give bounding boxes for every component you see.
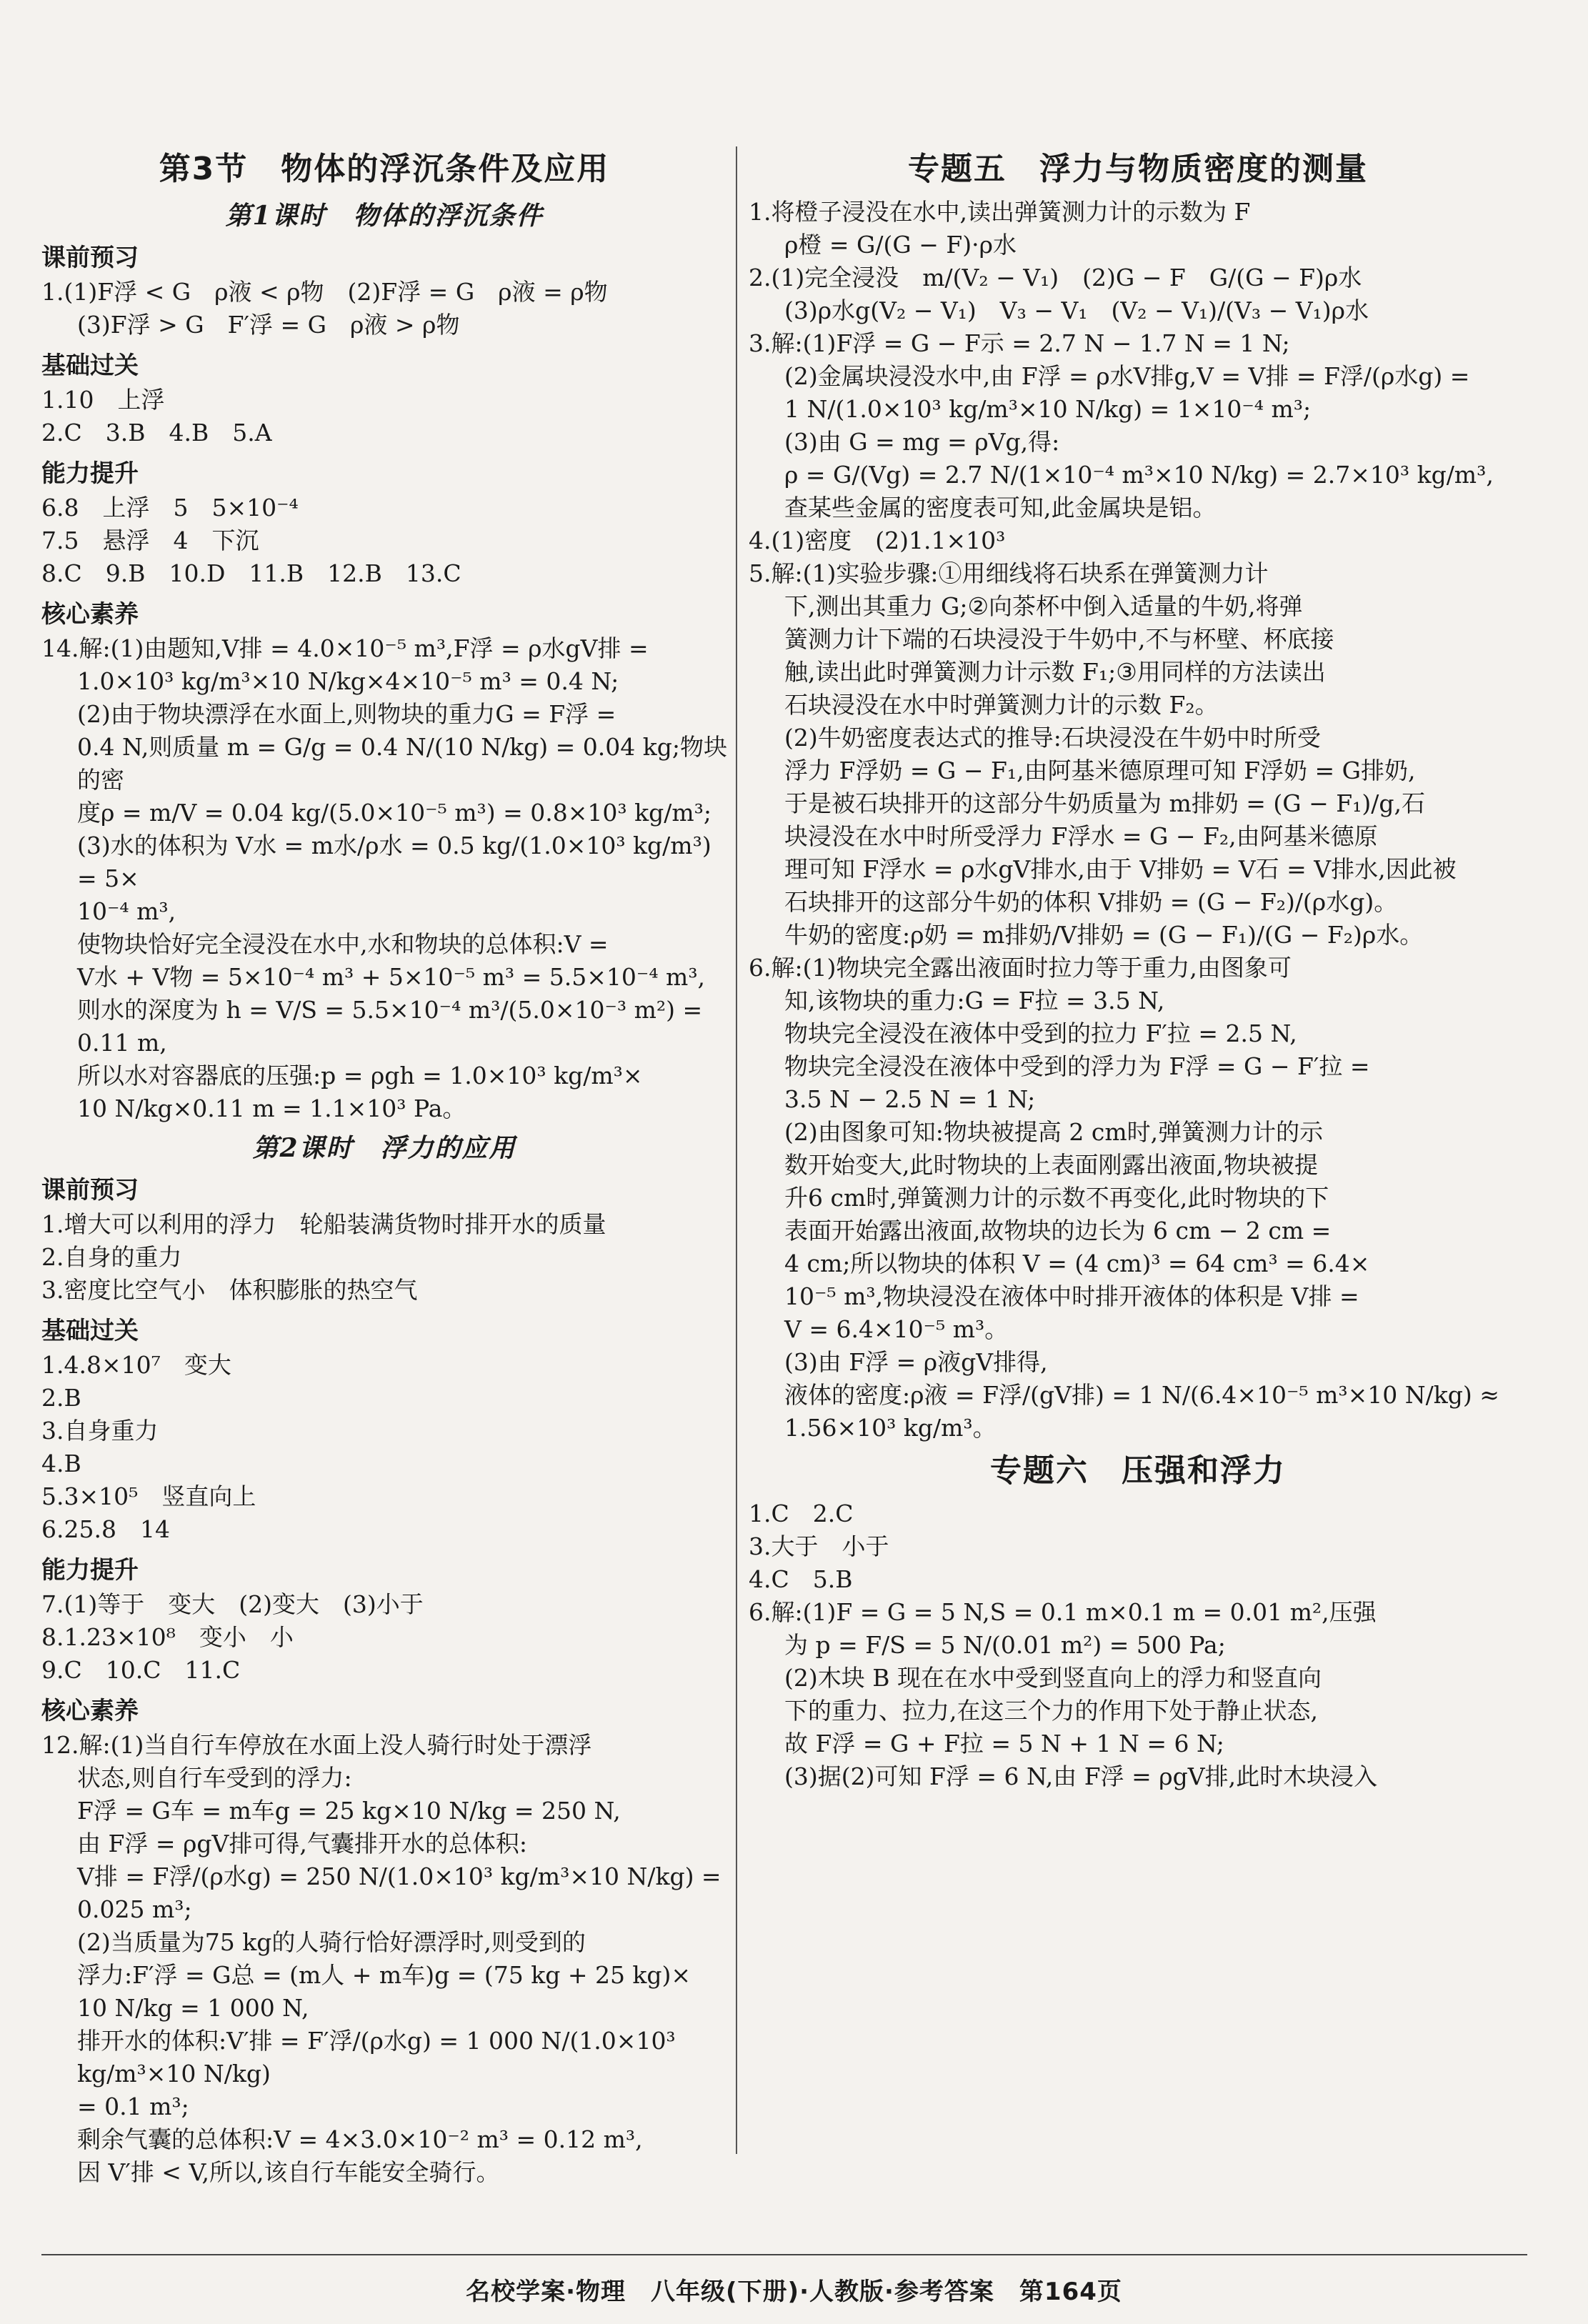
answer-line: 3.自身重力 [41, 1417, 159, 1445]
answer-line: 使物块恰好完全浸没在水中,水和物块的总体积:V = [77, 930, 609, 958]
answer-line: 4.(1)密度 (2)1.1×10³ [749, 527, 1006, 554]
answer-line: 触,读出此时弹簧测力计示数 F₁;③用同样的方法读出 [784, 658, 1326, 686]
answer-line: 于是被石块排开的这部分牛奶质量为 m排奶 = (G − F₁)/g,石 [784, 789, 1426, 817]
left-column [41, 143, 727, 2189]
answer-line: 牛奶的密度:ρ奶 = m排奶/V排奶 = (G − F₁)/(G − F₂)ρ水。 [784, 921, 1424, 949]
answer-line: 7.5 悬浮 4 下沉 [41, 527, 259, 554]
answer-line: 理可知 F浮水 = ρ水gV排水,由于 V排奶 = V石 = V排水,因此被 [784, 855, 1457, 883]
answer-line: ρ = G/(Vg) = 2.7 N/(1×10⁻⁴ m³×10 N/kg) = 2.7×10³ kg/m³, [784, 461, 1494, 489]
answer-line: F浮 = G车 = m车g = 25 kg×10 N/kg = 250 N, [77, 1797, 621, 1825]
answer-line: 3.5 N − 2.5 N = 1 N; [784, 1085, 1036, 1113]
subsection-heading: 基础过关 [41, 1317, 139, 1345]
right-column [749, 143, 1527, 1793]
answer-line: 浮力:F′浮 = G总 = (m人 + m车)g = (75 kg + 25 kg)× [77, 1961, 691, 1989]
answer-line: 5.3×10⁵ 竖直向上 [41, 1482, 256, 1510]
answer-line: 6.解:(1)物块完全露出液面时拉力等于重力,由图象可 [749, 954, 1292, 982]
answer-line: 3.解:(1)F浮 = G − F示 = 2.7 N − 1.7 N = 1 N; [749, 329, 1290, 357]
answer-line: (2)由于物块漂浮在水面上,则物块的重力G = F浮 = [77, 700, 616, 728]
page-footer: 名校学案·物理 八年级(下册)·人教版·参考答案 第164页 [466, 2278, 1122, 2306]
answer-line: 则水的深度为 h = V/S = 5.5×10⁻⁴ m³/(5.0×10⁻³ m²) = 0.11 m, [77, 996, 710, 1057]
answer-line: = 0.1 m³; [77, 2093, 189, 2120]
answer-line: 石块排开的这部分牛奶的体积 V排奶 = (G − F₂)/(ρ水g)。 [784, 888, 1398, 916]
footer-rule [41, 2254, 1527, 2255]
answer-line: 3.大于 小于 [749, 1532, 889, 1560]
answer-line: ρ橙 = G/(G − F)·ρ水 [784, 231, 1017, 259]
answer-line: 2.B [41, 1384, 81, 1412]
answer-line: 浮力 F浮奶 = G − F₁,由阿基米德原理可知 F浮奶 = G排奶, [784, 757, 1416, 784]
answer-line: 为 p = F/S = 5 N/(0.01 m²) = 500 Pa; [784, 1631, 1226, 1659]
answer-line: 查某些金属的密度表可知,此金属块是铝。 [784, 494, 1217, 522]
answer-line: 1.56×10³ kg/m³。 [784, 1414, 997, 1442]
answer-line: (3)由 F浮 = ρ液gV排得, [784, 1348, 1048, 1376]
answer-line: 10⁻⁴ m³, [77, 897, 176, 925]
answer-line: V水 + V物 = 5×10⁻⁴ m³ + 5×10⁻⁵ m³ = 5.5×10⁻⁴ m³, [77, 963, 706, 991]
answer-line: 块浸没在水中时所受浮力 F浮水 = G − F₂,由阿基米德原 [784, 822, 1378, 850]
subsection-heading: 基础过关 [41, 351, 139, 380]
answer-line: (2)金属块浸没水中,由 F浮 = ρ水V排g,V = V排 = F浮/(ρ水g) = [784, 362, 1470, 390]
answer-line: 8.C 9.B 10.D 11.B 12.B 13.C [41, 559, 461, 587]
answer-line: (3)由 G = mg = ρVg,得: [784, 428, 1060, 456]
section-title: 第3节 物体的浮沉条件及应用 [159, 151, 610, 187]
answer-line: 所以水对容器底的压强:p = ρgh = 1.0×10³ kg/m³× [77, 1062, 643, 1089]
answer-line: V排 = F浮/(ρ水g) = 250 N/(1.0×10³ kg/m³×10 N/kg) = 0.025 m³; [77, 1862, 729, 1923]
answer-line: 2.自身的重力 [41, 1243, 182, 1271]
answer-line: 4.B [41, 1450, 81, 1477]
answer-line: (2)木块 B 现在在水中受到竖直向上的浮力和竖直向 [784, 1664, 1322, 1692]
answer-line: (3)水的体积为 V水 = m水/ρ水 = 0.5 kg/(1.0×10³ kg/m³) = 5× [77, 832, 719, 892]
answer-line: 1.将橙子浸没在水中,读出弹簧测力计的示数为 F [749, 198, 1251, 226]
answer-line: 4 cm;所以物块的体积 V = (4 cm)³ = 64 cm³ = 6.4× [784, 1250, 1370, 1277]
answer-line: 6.25.8 14 [41, 1515, 170, 1543]
answer-line: 知,该物块的重力:G = F拉 = 3.5 N, [784, 987, 1165, 1014]
answer-line: 故 F浮 = G + F拉 = 5 N + 1 N = 6 N; [784, 1730, 1224, 1757]
answer-line: 1.C 2.C [749, 1500, 854, 1527]
answer-line: 1.增大可以利用的浮力 轮船装满货物时排开水的质量 [41, 1210, 606, 1238]
subsection-heading: 能力提升 [41, 459, 139, 488]
lesson-title: 第2课时 浮力的应用 [252, 1133, 516, 1163]
answer-line: 6.8 上浮 5 5×10⁻⁴ [41, 494, 299, 522]
answer-line: (3)F浮 > G F′浮 = G ρ液 > ρ物 [77, 311, 460, 339]
answer-line: 因 V′排 < V,所以,该自行车能安全骑行。 [77, 2158, 500, 2186]
answer-line: 6.解:(1)F = G = 5 N,S = 0.1 m×0.1 m = 0.01 m²,压强 [749, 1598, 1377, 1626]
answer-line: 2.(1)完全浸没 m/(V₂ − V₁) (2)G − F G/(G − F)ρ水 [749, 264, 1362, 291]
subsection-heading: 核心素养 [41, 600, 139, 629]
answer-line: 簧测力计下端的石块浸没于牛奶中,不与杯壁、杯底接 [784, 625, 1334, 653]
lesson-title: 第1课时 物体的浮沉条件 [225, 201, 544, 231]
answer-line: 9.C 10.C 11.C [41, 1656, 241, 1684]
subsection-heading: 课前预习 [41, 244, 139, 272]
answer-line: V = 6.4×10⁻⁵ m³。 [784, 1315, 1009, 1343]
answer-line: 10⁻⁵ m³,物块浸没在液体中时排开液体的体积是 V排 = [784, 1282, 1359, 1310]
topic-title: 专题五 浮力与物质密度的测量 [908, 151, 1368, 187]
answer-line: 液体的密度:ρ液 = F浮/(gV排) = 1 N/(6.4×10⁻⁵ m³×10 N/kg) ≈ [784, 1381, 1499, 1409]
answer-line: 排开水的体积:V′排 = F′浮/(ρ水g) = 1 000 N/(1.0×10³ kg/m³×10 N/kg) [77, 2027, 684, 2088]
answer-line: (3)ρ水g(V₂ − V₁) V₃ − V₁ (V₂ − V₁)/(V₃ − V₁)ρ水 [784, 296, 1369, 324]
answer-line: 10 N/kg×0.11 m = 1.1×10³ Pa。 [77, 1094, 466, 1122]
answer-line: 1.10 上浮 [41, 386, 165, 414]
answer-line: 3.密度比空气小 体积膨胀的热空气 [41, 1276, 418, 1304]
answer-line: 数开始变大,此时物块的上表面刚露出液面,物块被提 [784, 1151, 1318, 1179]
answer-line: (2)牛奶密度表达式的推导:石块浸没在牛奶中时所受 [784, 724, 1321, 752]
answer-line: 由 F浮 = ρgV排可得,气囊排开水的总体积: [77, 1830, 527, 1857]
answer-line: (2)当质量为75 kg的人骑行恰好漂浮时,则受到的 [77, 1928, 586, 1956]
answer-line: 12.解:(1)当自行车停放在水面上没人骑行时处于漂浮 [41, 1731, 592, 1759]
answer-line: (3)据(2)可知 F浮 = 6 N,由 F浮 = ρgV排,此时木块浸入 [784, 1762, 1378, 1790]
answer-line: 10 N/kg = 1 000 N, [77, 1994, 309, 2022]
answer-line: 表面开始露出液面,故物块的边长为 6 cm − 2 cm = [784, 1217, 1332, 1245]
subsection-heading: 课前预习 [41, 1176, 139, 1205]
answer-line: 度ρ = m/V = 0.04 kg/(5.0×10⁻⁵ m³) = 0.8×10³ kg/m³; [77, 799, 711, 827]
subsection-heading: 能力提升 [41, 1556, 139, 1585]
answer-line: 1.(1)F浮 < G ρ液 < ρ物 (2)F浮 = G ρ液 = ρ物 [41, 278, 608, 306]
subsection-heading: 核心素养 [41, 1697, 139, 1725]
answer-line: 4.C 5.B [749, 1565, 853, 1593]
answer-line: 下,测出其重力 G;②向茶杯中倒入适量的牛奶,将弹 [784, 592, 1303, 620]
answer-line: 1.4.8×10⁷ 变大 [41, 1351, 231, 1379]
answer-line: 1.0×10³ kg/m³×10 N/kg×4×10⁻⁵ m³ = 0.4 N; [77, 667, 619, 695]
answer-line: 14.解:(1)由题知,V排 = 4.0×10⁻⁵ m³,F浮 = ρ水gV排 = [41, 634, 649, 662]
answer-line: (2)由图象可知:物块被提高 2 cm时,弹簧测力计的示 [784, 1118, 1324, 1146]
column-divider [736, 146, 737, 2154]
answer-line: 7.(1)等于 变大 (2)变大 (3)小于 [41, 1590, 424, 1618]
answer-line: 8.1.23×10⁸ 变小 小 [41, 1623, 294, 1651]
answer-line: 1 N/(1.0×10³ kg/m³×10 N/kg) = 1×10⁻⁴ m³; [784, 395, 1312, 423]
answer-line: 物块完全浸没在液体中受到的浮力为 F浮 = G − F′拉 = [784, 1052, 1370, 1080]
answer-line: 0.4 N,则质量 m = G/g = 0.4 N/(10 N/kg) = 0.04 kg;物块的密 [77, 733, 728, 794]
topic-title: 专题六 压强和浮力 [990, 1452, 1286, 1489]
answer-line: 剩余气囊的总体积:V = 4×3.0×10⁻² m³ = 0.12 m³, [77, 2125, 643, 2153]
answer-line: 下的重力、拉力,在这三个力的作用下处于静止状态, [784, 1697, 1318, 1725]
answer-line: 升6 cm时,弹簧测力计的示数不再变化,此时物块的下 [784, 1184, 1329, 1212]
answer-line: 5.解:(1)实验步骤:①用细线将石块系在弹簧测力计 [749, 559, 1269, 587]
answer-line: 2.C 3.B 4.B 5.A [41, 419, 272, 447]
answer-line: 状态,则自行车受到的浮力: [77, 1764, 352, 1792]
answer-line: 物块完全浸没在液体中受到的拉力 F′拉 = 2.5 N, [784, 1019, 1297, 1047]
answer-line: 石块浸没在水中时弹簧测力计的示数 F₂。 [784, 691, 1219, 719]
